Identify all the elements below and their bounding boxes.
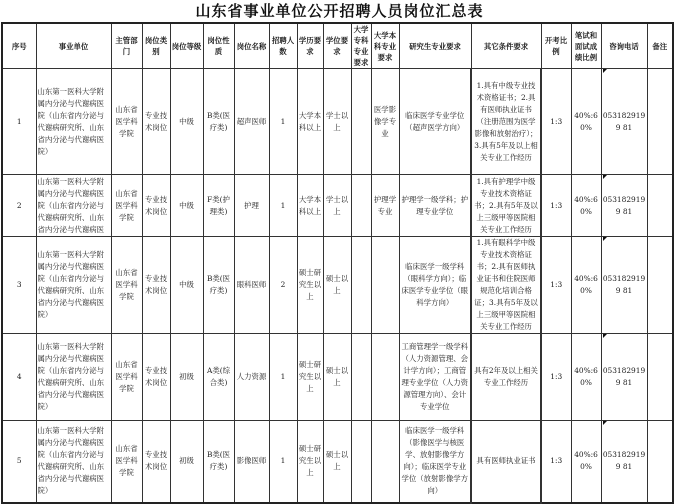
cell-score-ratio: 40%:60% — [571, 237, 601, 334]
cell-no: 1 — [2, 69, 36, 175]
header-level: 岗位等级 — [170, 23, 203, 69]
cell-level: 中级 — [170, 237, 203, 334]
header-other: 其它条件要求 — [471, 23, 541, 69]
cell-dept: 山东省医学科学院 — [111, 421, 142, 503]
cell-level: 初级 — [170, 334, 203, 421]
table-row — [2, 421, 673, 503]
cell-ratio: 1:3 — [541, 175, 571, 237]
header-name: 岗位名称 — [234, 23, 269, 69]
header-category: 岗位类别 — [142, 23, 170, 69]
header-unit: 事业单位 — [36, 23, 111, 69]
header-phone: 咨询电话 — [601, 23, 647, 69]
header-count: 招聘人数 — [269, 23, 297, 69]
cell-unit: 山东第一医科大学附属内分泌与代谢病医院（山东省内分泌与代谢病研究所、山东省内分泌与代谢病医 — [36, 175, 111, 237]
cell-score-ratio: 40%:60% — [571, 175, 601, 237]
cell-phone: 0531829199 81 — [601, 421, 647, 503]
header-ratio: 开考比例 — [541, 23, 571, 69]
cell-other: 1.具有护理学中级专业技术资格证书；2.具有5年及以上三级甲等医院相关专业工作经历 — [471, 175, 541, 237]
cell-nature: B类(医疗类) — [203, 237, 234, 334]
cell-unit: 山东第一医科大学附属内分泌与代谢病医院（山东省内分泌与代谢病研究所、山东省内分泌与代谢病医院） — [36, 69, 111, 175]
header-graduate-major: 研究生专业要求 — [399, 23, 471, 69]
cell-other: 1.具有中级专业技术资格证书；2.具有医师执业证书（注册范围为医学影像和放射治疗）；3.具有5年及以上相关专业工作经历 — [471, 69, 541, 175]
cell-college-major — [351, 237, 371, 334]
cell-dept: 山东省医学科学院 — [111, 334, 142, 421]
cell-name: 影像医师 — [234, 421, 269, 503]
page-title: 山东省事业单位公开招聘人员岗位汇总表 — [195, 2, 484, 20]
cell-education: 硕士研究生以上 — [297, 237, 323, 334]
cell-category: 专业技术岗位 — [142, 334, 170, 421]
cell-graduate-major: 临床医学一级学科（眼科学方向）；临床医学专业学位（眼科学方向） — [399, 237, 471, 334]
cell-score-ratio: 40%:60% — [571, 334, 601, 421]
cell-score-ratio: 40%:60% — [571, 69, 601, 175]
cell-no: 3 — [2, 237, 36, 334]
header-education: 学历要求 — [297, 23, 323, 69]
cell-category: 专业技术岗位 — [142, 175, 170, 237]
table-row — [2, 175, 673, 237]
cell-education: 大学本科以上 — [297, 69, 323, 175]
cell-name: 眼科医师 — [234, 237, 269, 334]
cell-bachelor-major: 医学影像学专业 — [371, 69, 399, 175]
cell-name: 护理 — [234, 175, 269, 237]
header-nature: 岗位性质 — [203, 23, 234, 69]
header-score-ratio: 笔试和面试成绩比例 — [571, 23, 601, 69]
cell-no: 4 — [2, 334, 36, 421]
cell-name: 人力资源 — [234, 334, 269, 421]
cell-degree: 硕士以上 — [323, 421, 351, 503]
cell-name: 超声医师 — [234, 69, 269, 175]
cell-other: 具有医师执业证书 — [471, 421, 541, 503]
cell-phone: 0531829199 81 — [601, 334, 647, 421]
cell-college-major — [351, 421, 371, 503]
header-bachelor-major: 大学本科专业要求 — [371, 23, 399, 69]
cell-bachelor-major: 护理学专业 — [371, 175, 399, 237]
cell-unit: 山东第一医科大学附属内分泌与代谢病医院（山东省内分泌与代谢病研究所、山东省内分泌与代谢病医院） — [36, 421, 111, 503]
cell-category: 专业技术岗位 — [142, 237, 170, 334]
cell-dept: 山东省医学科学院 — [111, 69, 142, 175]
cell-dept: 山东省医学科学院 — [111, 237, 142, 334]
cell-ratio: 1:3 — [541, 334, 571, 421]
cell-unit: 山东第一医科大学附属内分泌与代谢病医院（山东省内分泌与代谢病研究所、山东省内分泌与代谢病医院） — [36, 237, 111, 334]
cell-remark — [647, 334, 673, 421]
cell-education: 大学本科以上 — [297, 175, 323, 237]
header-dept: 主管部门 — [111, 23, 142, 69]
cell-bachelor-major — [371, 334, 399, 421]
cell-no: 5 — [2, 421, 36, 503]
cell-degree: 学士以上 — [323, 69, 351, 175]
cell-nature: A类(综合类) — [203, 334, 234, 421]
cell-remark — [647, 69, 673, 175]
cell-other: 具有2年及以上相关专业工作经历 — [471, 334, 541, 421]
cell-nature: F类(护理类) — [203, 175, 234, 237]
cell-level: 中级 — [170, 175, 203, 237]
cell-graduate-major: 临床医学专业学位（超声医学方向） — [399, 69, 471, 175]
cell-bachelor-major — [371, 421, 399, 503]
cell-score-ratio: 40%:60% — [571, 421, 601, 503]
cell-other: 1.具有眼科学中级专业技术资格证书；2.具有医师执业证书和住院医师规范化培训合格证；3.具有5年及以上三级甲等医院相关专业工作经历 — [471, 237, 541, 334]
cell-ratio: 1:3 — [541, 421, 571, 503]
table-row — [2, 334, 673, 421]
cell-nature: B类(医疗类) — [203, 69, 234, 175]
cell-college-major — [351, 69, 371, 175]
header-row — [2, 23, 673, 69]
cell-education: 硕士研究生以上 — [297, 334, 323, 421]
cell-education: 硕士研究生以上 — [297, 421, 323, 503]
cell-college-major — [351, 334, 371, 421]
cell-count: 1 — [269, 421, 297, 503]
cell-college-major — [351, 175, 371, 237]
header-college-major: 大学专科专业要求 — [351, 23, 371, 69]
cell-phone: 0531829199 81 — [601, 175, 647, 237]
cell-level: 初级 — [170, 421, 203, 503]
cell-remark — [647, 175, 673, 237]
header-remark: 备注 — [647, 23, 673, 69]
cell-remark — [647, 421, 673, 503]
cell-count: 1 — [269, 175, 297, 237]
cell-count: 2 — [269, 237, 297, 334]
cell-count: 1 — [269, 69, 297, 175]
cell-degree: 硕士以上 — [323, 334, 351, 421]
cell-graduate-major: 护理学一级学科；护理专业学位 — [399, 175, 471, 237]
cell-ratio: 1:3 — [541, 69, 571, 175]
cell-dept: 山东省医学科学院 — [111, 175, 142, 237]
cell-level: 中级 — [170, 69, 203, 175]
cell-graduate-major: 临床医学一级学科（影像医学与核医学、放射影像学方向）；临床医学专业学位（放射影像学方向） — [399, 421, 471, 503]
cell-phone: 0531829199 81 — [601, 237, 647, 334]
cell-category: 专业技术岗位 — [142, 69, 170, 175]
cell-bachelor-major — [371, 237, 399, 334]
cell-phone: 0531829199 81 — [601, 69, 647, 175]
table-row — [2, 237, 673, 334]
cell-graduate-major: 工商管理学一级学科（人力资源管理、会计学方向）；工商管理专业学位（人力资源管理方向）、会计专业学位 — [399, 334, 471, 421]
cell-count: 1 — [269, 334, 297, 421]
cell-degree: 学士以上 — [323, 175, 351, 237]
cell-ratio: 1:3 — [541, 237, 571, 334]
cell-unit: 山东第一医科大学附属内分泌与代谢病医院（山东省内分泌与代谢病研究所、山东省内分泌与代谢病医院） — [36, 334, 111, 421]
cell-nature: B类(医疗类) — [203, 421, 234, 503]
header-degree: 学位要求 — [323, 23, 351, 69]
cell-degree: 硕士以上 — [323, 237, 351, 334]
cell-category: 专业技术岗位 — [142, 421, 170, 503]
recruitment-table — [1, 22, 674, 504]
table-row — [2, 69, 673, 175]
cell-remark — [647, 237, 673, 334]
header-no: 序号 — [2, 23, 36, 69]
cell-no: 2 — [2, 175, 36, 237]
